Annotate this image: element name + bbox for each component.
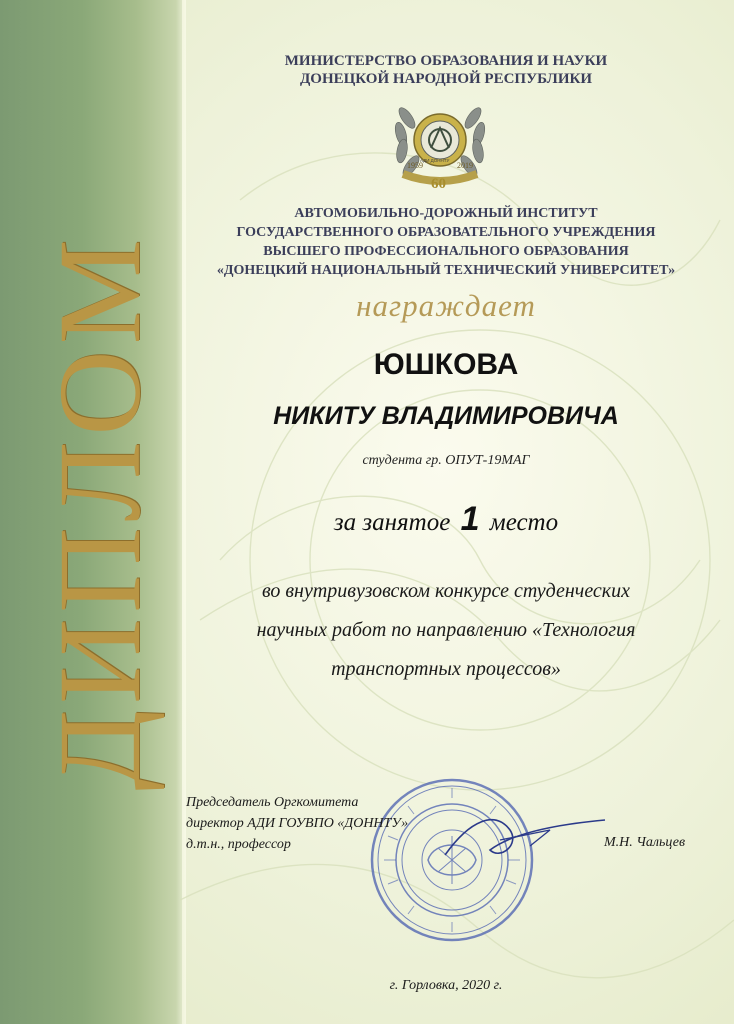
- place-prefix: за занятое: [333, 509, 451, 536]
- emblem-ribbon: АДИ ДОННТУ: [420, 158, 450, 163]
- signatory-line: директор АДИ ГОУВПО «ДОННТУ»: [186, 816, 409, 831]
- band-edge: [176, 0, 186, 1024]
- place-suffix: место: [489, 509, 559, 536]
- contest-description: [186, 572, 706, 689]
- contest-line: научных работ по направлению «Технология: [256, 619, 636, 641]
- recipient-name: НИКИТУ ВЛАДИМИРОВИЧА: [273, 402, 619, 430]
- anniversary-emblem-icon: [385, 88, 495, 198]
- emblem-year-right: 2019: [457, 161, 473, 170]
- contest-line: во внутривузовском конкурсе студенческих: [261, 580, 631, 602]
- city-year: г. Горловка, 2020 г.: [389, 978, 503, 993]
- student-group: студента гр. ОПУТ-19МАГ: [362, 453, 530, 468]
- signatory-line: д.т.н., профессор: [186, 837, 291, 852]
- signatory-line: Председатель Оргкомитета: [186, 795, 359, 810]
- recipient-surname: ЮШКОВА: [373, 348, 519, 381]
- awards-word: награждает: [356, 288, 536, 323]
- institute-name: [186, 204, 706, 280]
- institute-line: «ДОНЕЦКИЙ НАЦИОНАЛЬНЫЙ ТЕХНИЧЕСКИЙ УНИВЕРСИТЕТ»: [216, 263, 676, 278]
- ministry-line: МИНИСТЕРСТВО ОБРАЗОВАНИЯ И НАУКИ: [284, 53, 608, 69]
- signatory-block: [186, 792, 408, 855]
- diploma-vertical-title: ДИПЛОМ: [34, 233, 165, 791]
- signer-name: М.Н. Чальцев: [604, 835, 686, 850]
- place-line: [186, 500, 706, 539]
- emblem-year-left: 1959: [407, 161, 423, 170]
- emblem-number: 60: [431, 176, 446, 192]
- handwritten-signature: [440, 800, 610, 870]
- institute-line: ГОСУДАРСТВЕННОГО ОБРАЗОВАТЕЛЬНОГО УЧРЕЖДЕНИЯ: [236, 225, 656, 240]
- institute-line: АВТОМОБИЛЬНО-ДОРОЖНЫЙ ИНСТИТУТ: [294, 206, 598, 221]
- institute-line: ВЫСШЕГО ПРОФЕССИОНАЛЬНОГО ОБРАЗОВАНИЯ: [263, 244, 629, 259]
- contest-line: транспортных процессов»: [331, 658, 561, 680]
- ministry-header: [186, 52, 706, 88]
- place-number: 1: [460, 500, 480, 538]
- ministry-line: ДОНЕЦКОЙ НАРОДНОЙ РЕСПУБЛИКИ: [299, 71, 593, 87]
